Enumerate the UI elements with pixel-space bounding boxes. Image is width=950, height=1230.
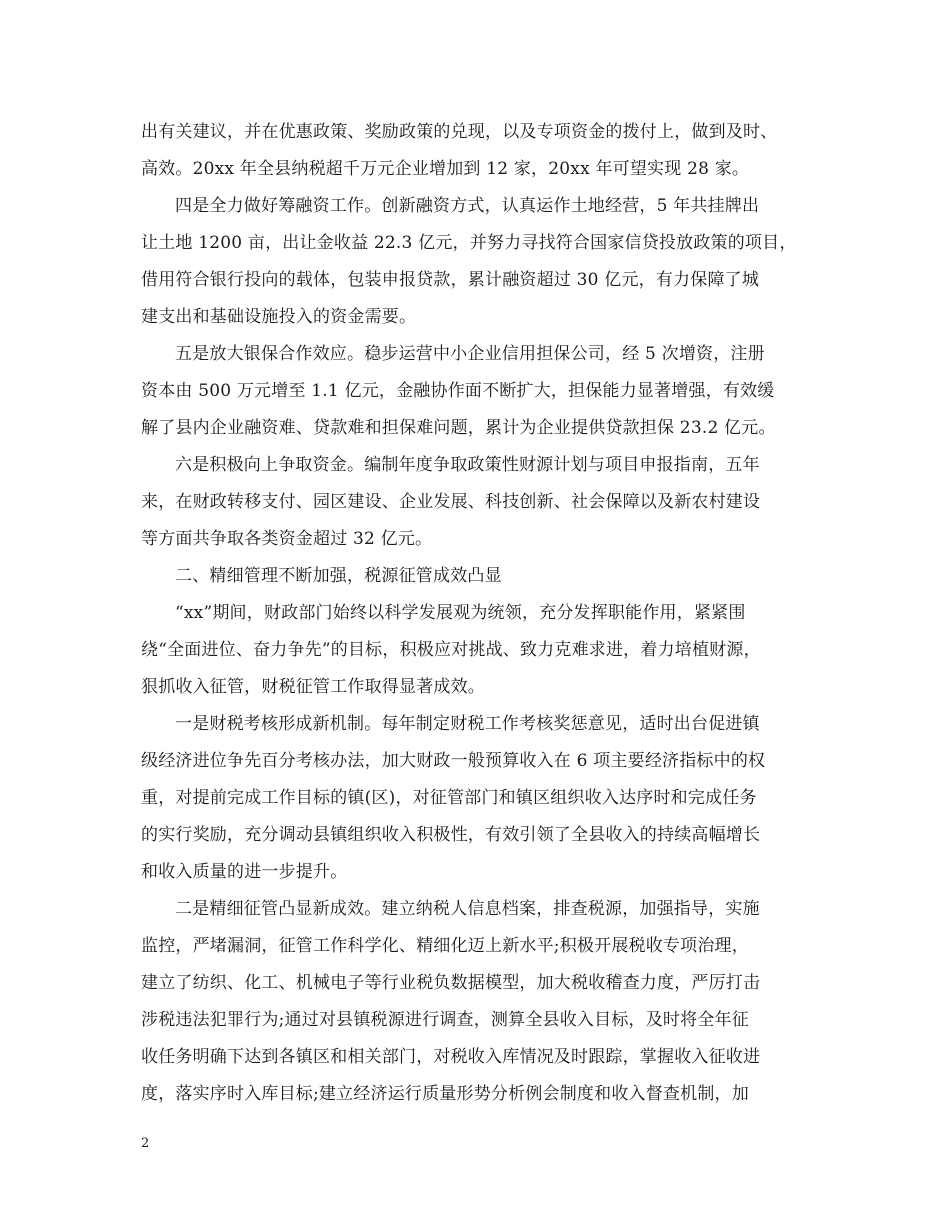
text-line: 资本由 500 万元增至 1.1 亿元，金融协作面不断扩大，担保能力显著增强，有效缓 xyxy=(141,381,775,401)
text-line: 解了县内企业融资难、贷款难和担保难问题，累计为企业提供贷款担保 23.2 亿元。 xyxy=(141,418,776,438)
section-heading: 二、精细管理不断加强，税源征管成效凸显 xyxy=(175,566,502,586)
text-line: 建立了纺织、化工、机械电子等行业税负数据模型，加大税收稽查力度，严厉打击 xyxy=(141,973,761,993)
paragraph-start-line: 四是全力做好筹融资工作。创新融资方式，认真运作土地经营，5 年共挂牌出 xyxy=(175,196,760,216)
text-line: 绕“全面进位、奋力争先”的目标，积极应对挑战、致力克难求进，着力培植财源， xyxy=(141,640,761,660)
text-line: 监控，严堵漏洞，征管工作科学化、精细化迈上新水平;积极开展税收专项治理， xyxy=(141,936,749,956)
text-line: 重，对提前完成工作目标的镇(区)，对征管部门和镇区组织收入达序时和完成任务 xyxy=(141,788,757,808)
paragraph-start-line: 六是积极向上争取资金。编制年度争取政策性财源计划与项目申报指南，五年 xyxy=(175,455,760,475)
text-line: 出有关建议，并在优惠政策、奖励政策的兑现，以及专项资金的拨付上，做到及时、 xyxy=(141,122,778,142)
paragraph-start-line: 一是财税考核形成新机制。每年制定财税工作考核奖惩意见，适时出台促进镇 xyxy=(175,714,760,734)
page-number: 2 xyxy=(141,1136,150,1151)
text-line: 级经济进位争先百分考核办法，加大财政一般预算收入在 6 项主要经济指标中的权 xyxy=(141,751,766,771)
text-line: 和收入质量的进一步提升。 xyxy=(141,862,348,882)
text-line: 狠抓收入征管，财税征管工作取得显著成效。 xyxy=(141,677,485,697)
paragraph-start-line: “xx”期间，财政部门始终以科学发展观为统领，充分发挥职能作用，紧紧围 xyxy=(175,603,746,623)
text-line: 借用符合银行投向的载体，包装申报贷款，累计融资超过 30 亿元，有力保障了城 xyxy=(141,270,760,290)
text-line: 高效。20xx 年全县纳税超千万元企业增加到 12 家，20xx 年可望实现 28 家。 xyxy=(141,159,750,179)
text-line: 来，在财政转移支付、园区建设、企业发展、科技创新、社会保障以及新农村建设 xyxy=(141,492,761,512)
paragraph-start-line: 五是放大银保合作效应。稳步运营中小企业信用担保公司，经 5 次增资，注册 xyxy=(175,344,765,364)
text-line: 度，落实序时入库目标;建立经济运行质量形势分析例会制度和收入督查机制，加 xyxy=(141,1084,749,1104)
text-line: 等方面共争取各类资金超过 32 亿元。 xyxy=(141,529,433,549)
text-line: 收任务明确下达到各镇区和相关部门，对税收入库情况及时跟踪，掌握收入征收进 xyxy=(141,1047,761,1067)
text-line: 的实行奖励，充分调动县镇组织收入积极性，有效引领了全县收入的持续高幅增长 xyxy=(141,825,761,845)
text-line: 建支出和基础设施投入的资金需要。 xyxy=(141,307,417,327)
text-line: 让土地 1200 亩，出让金收益 22.3 亿元，并努力寻找符合国家信贷投放政策的项目， xyxy=(141,233,797,253)
paragraph-start-line: 二是精细征管凸显新成效。建立纳税人信息档案，排查税源，加强指导，实施 xyxy=(175,899,760,919)
text-line: 涉税违法犯罪行为;通过对县镇税源进行调查，测算全县收入目标，及时将全年征 xyxy=(141,1010,749,1030)
